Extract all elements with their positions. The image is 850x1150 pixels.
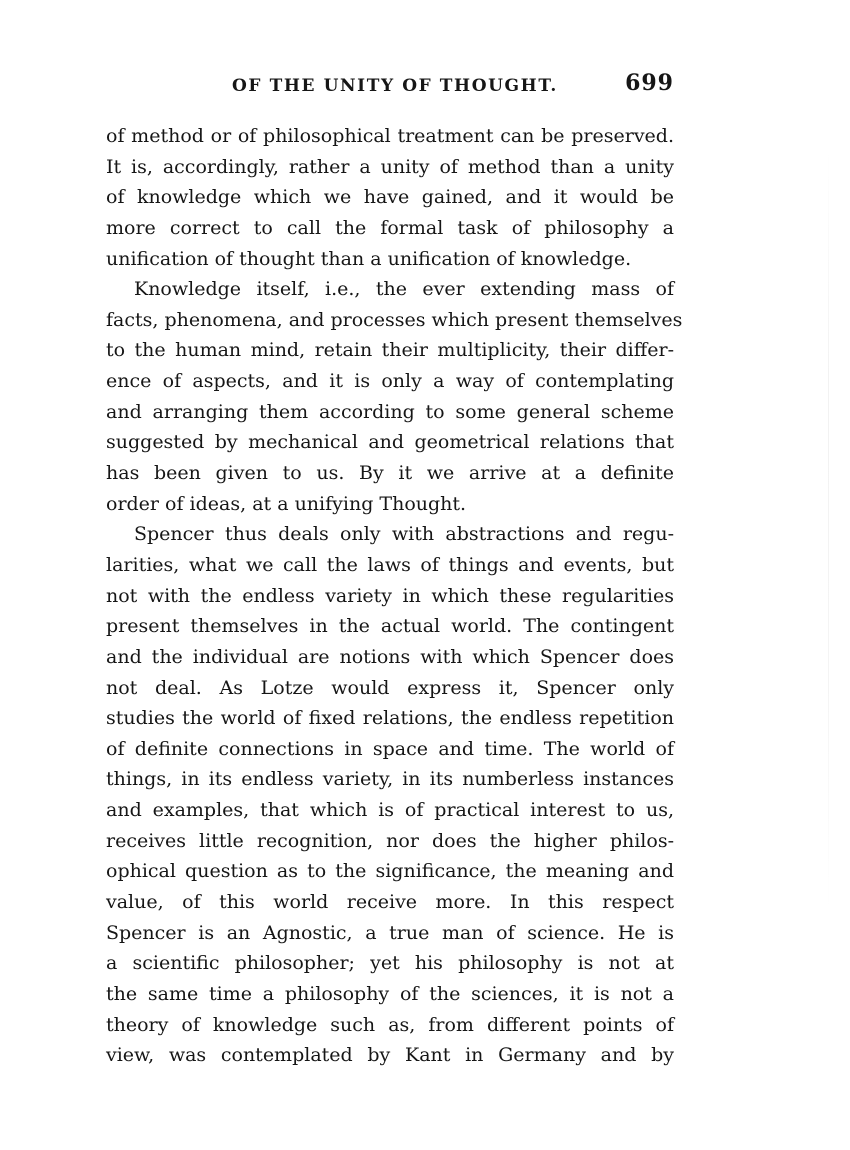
text-line: of method or of philosophical treatment can be preserved.: [106, 125, 674, 147]
running-head: [106, 70, 674, 104]
text-line: not deal. As Lotze would express it, Spencer only: [106, 676, 674, 699]
scan-shadow: [828, 150, 829, 910]
text-line: has been given to us. By it we arrive at a definite: [106, 462, 674, 485]
text-line: more correct to call the formal task of philosophy a: [106, 216, 674, 239]
text-line: receives little recognition, nor does the higher philos-: [106, 829, 674, 852]
text-line: to the human mind, retain their multiplicity, their differ-: [106, 339, 674, 362]
text-line: facts, phenomena, and processes which present themselves: [106, 308, 683, 331]
text-line: Spencer is an Agnostic, a true man of science. He is: [106, 921, 674, 944]
text-line: It is, accordingly, rather a unity of method than a unity: [106, 155, 674, 178]
page-number: 699: [625, 70, 674, 96]
text-line: of knowledge which we have gained, and it would be: [106, 186, 674, 209]
text-line: the same time a philosophy of the sciences, it is not a: [106, 982, 674, 1005]
text-line: ence of aspects, and it is only a way of contemplating: [106, 370, 674, 393]
text-line: and arranging them according to some general scheme: [106, 400, 674, 423]
text-line: view, was contemplated by Kant in Germany and by: [106, 1044, 674, 1067]
text-line: of definite connections in space and time. The world of: [106, 737, 674, 760]
text-line: not with the endless variety in which these regularities: [106, 584, 674, 607]
text-line: theory of knowledge such as, from different points of: [106, 1013, 674, 1036]
paragraph-start-line: Knowledge itself, i.e., the ever extending mass of: [134, 278, 674, 301]
text-line: present themselves in the actual world. The contingent: [106, 615, 674, 638]
text-line: and the individual are notions with which Spencer does: [106, 645, 674, 668]
text-line: value, of this world receive more. In this respect: [106, 891, 674, 914]
text-line: larities, what we call the laws of things and events, but: [106, 553, 674, 576]
paragraph-start-line: Spencer thus deals only with abstractions and regu-: [134, 523, 674, 546]
text-line: suggested by mechanical and geometrical relations that: [106, 431, 674, 454]
body-text: [106, 121, 683, 1071]
paragraph-end-line: order of ideas, at a unifying Thought.: [106, 492, 467, 515]
text-line: studies the world of fixed relations, the endless repetition: [106, 707, 674, 730]
text-line: a scientific philosopher; yet his philosophy is not at: [106, 952, 674, 975]
paragraph-end-line: unification of thought than a unification of knowledge.: [106, 247, 632, 270]
text-line: things, in its endless variety, in its numberless instances: [106, 768, 674, 791]
text-line: and examples, that which is of practical interest to us,: [106, 799, 674, 822]
text-line: ophical question as to the significance, the meaning and: [106, 860, 674, 883]
running-title: OF THE UNITY OF THOUGHT.: [232, 76, 558, 96]
